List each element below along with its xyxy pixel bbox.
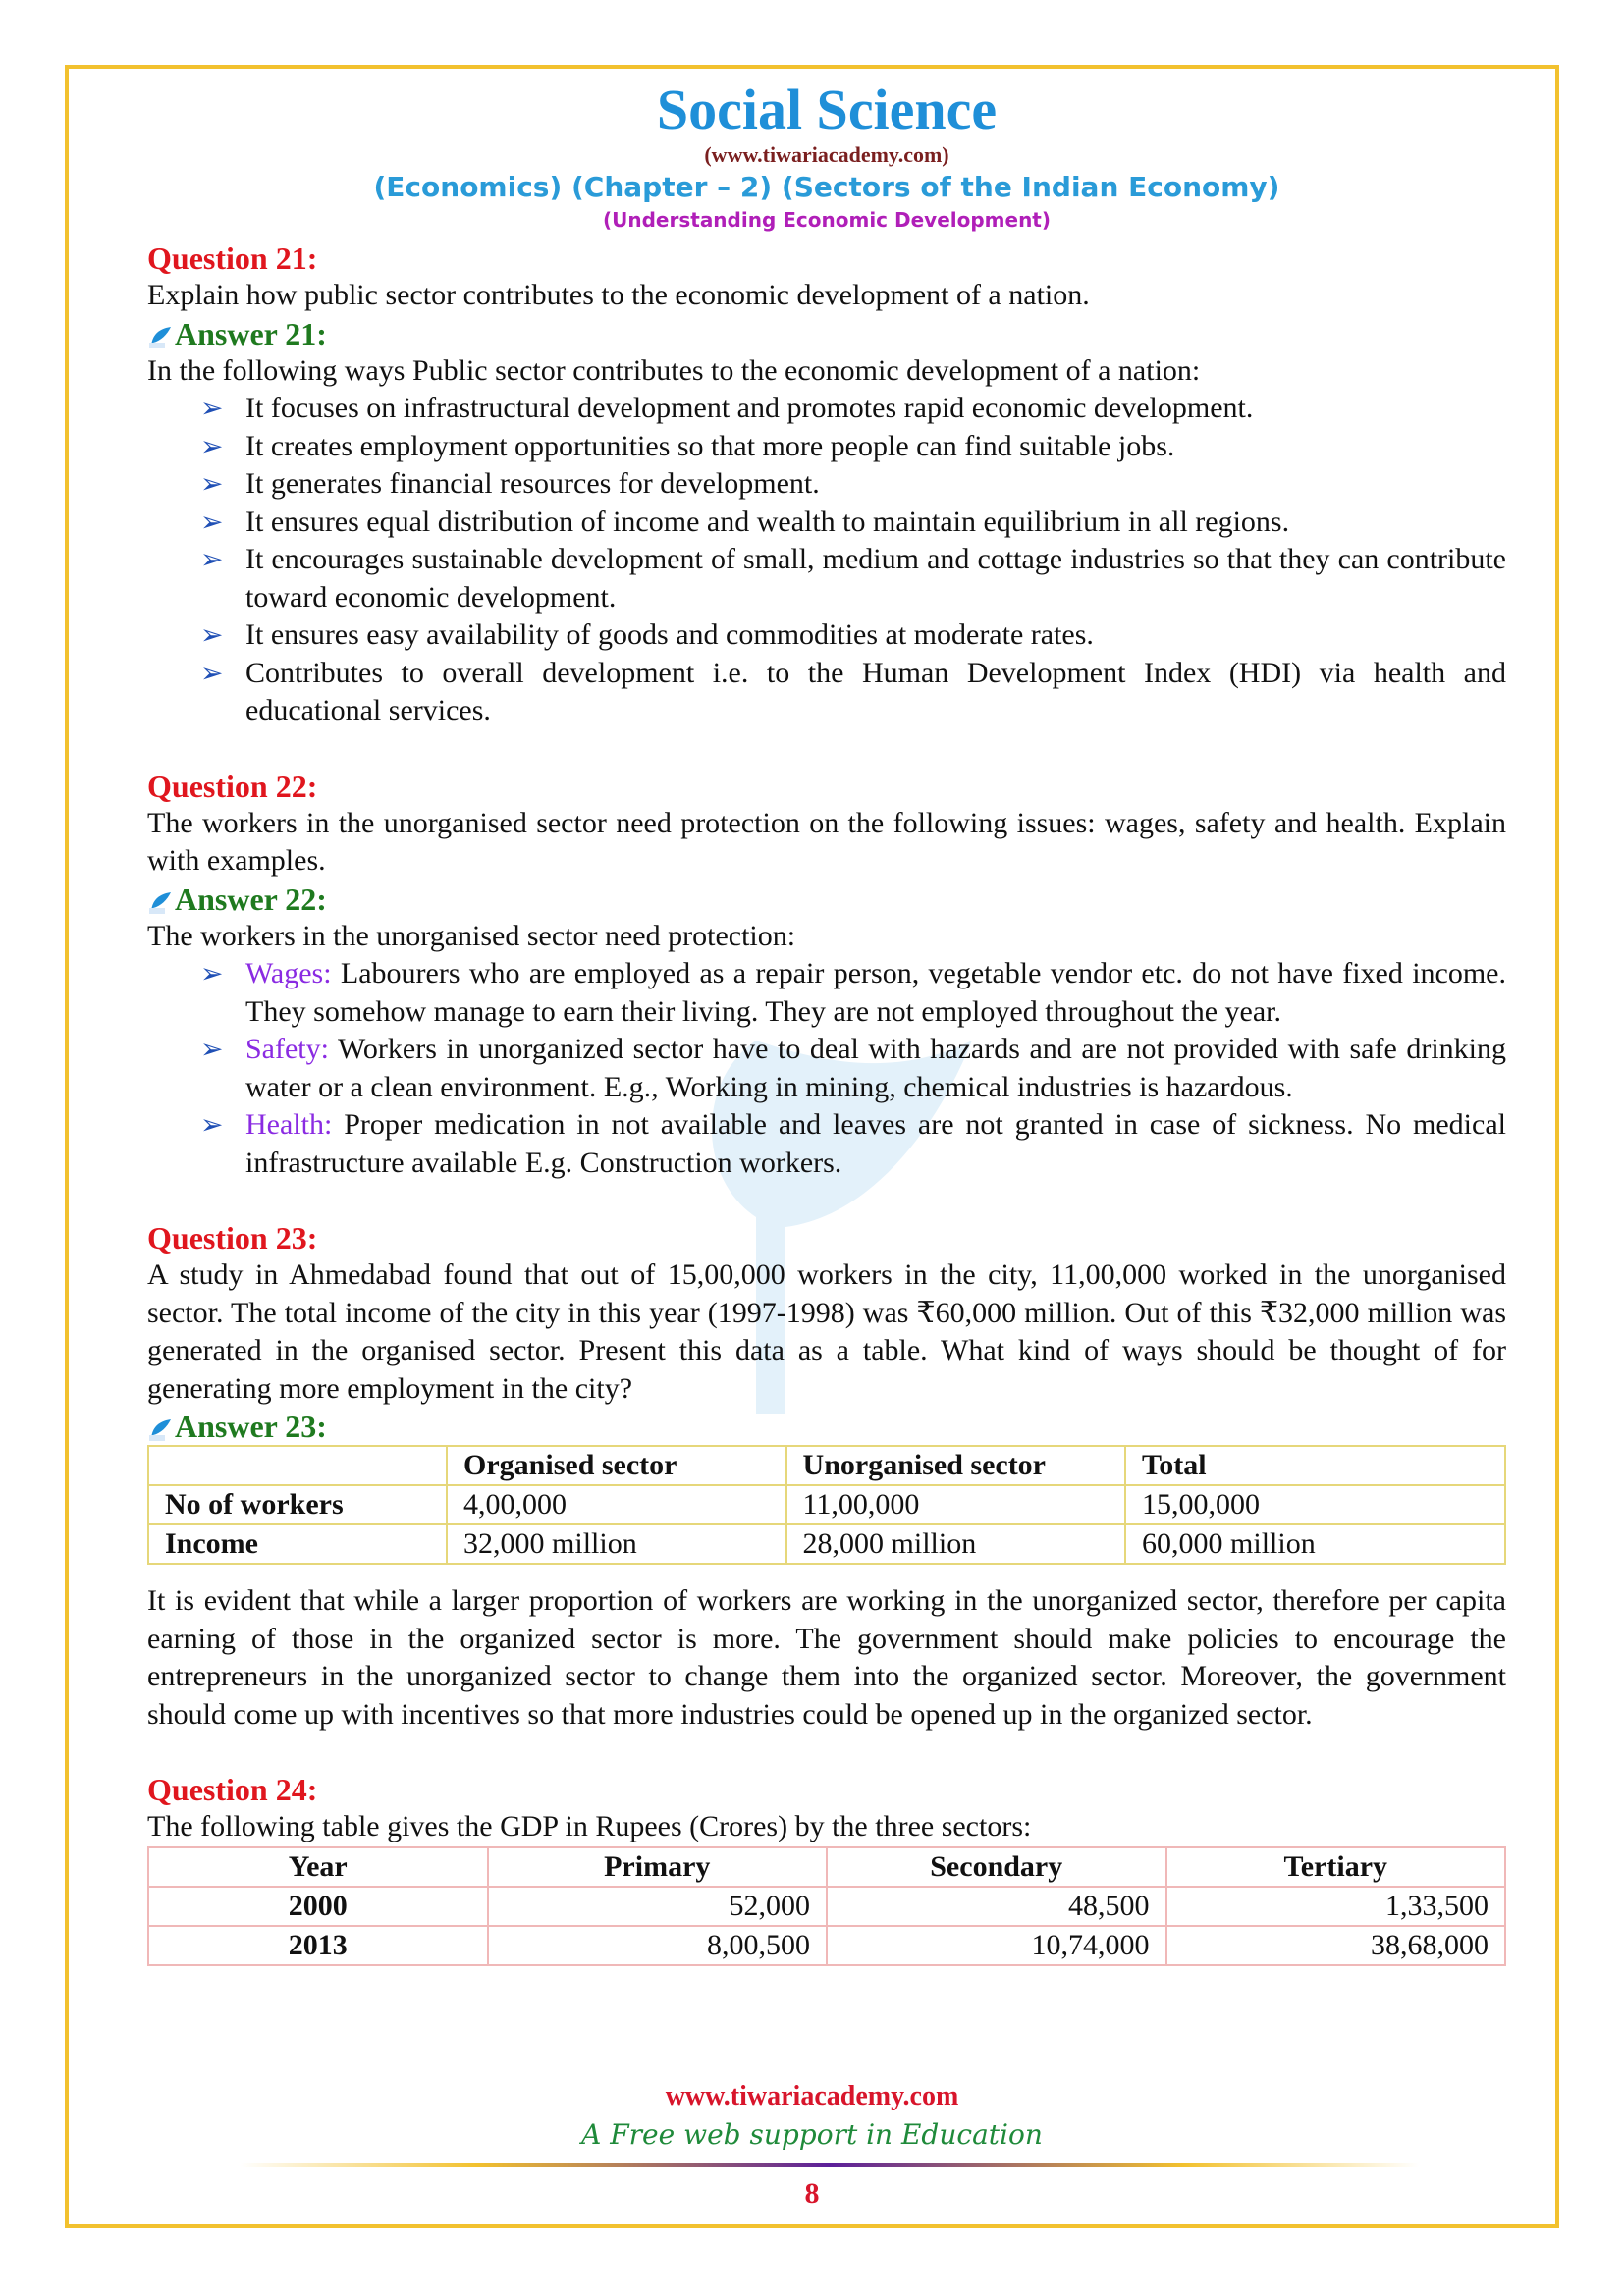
list-item: ➢ It ensures equal distribution of income and wealth to maintain equilibrium in all regions.	[245, 504, 1506, 542]
answer-explanation: It is evident that while a larger proportion of workers are working in the unorganized sector, therefore per capita earning of those in the organized sector is more. The government should make policies to encourage the entrepreneurs in the unorganized sector to change them into the organized sector. Moreover, the government should come up with incentives so that more industries could be opened up in the organized sector.	[147, 1584, 1506, 1731]
answer-intro: The workers in the unorganised sector need protection:	[147, 919, 796, 952]
answer-heading: Answer 23:	[147, 1408, 1506, 1445]
question-text: The workers in the unorganised sector need protection on the following issues: wages, safety and health. Explain with examples.	[147, 806, 1506, 877]
list-item: ➢ It encourages sustainable development of small, medium and cottage industries so that they can contribute toward economic development.	[200, 543, 1506, 614]
book-title: (Understanding Economic Development)	[602, 208, 1052, 232]
page-header	[147, 79, 1506, 234]
arrow-bullet-icon: ➢	[200, 1108, 224, 1141]
list-item: ➢ Safety: Workers in unorganized sector have to deal with hazards and are not provided with safe drinking water or a clean environment. E.g., Working in mining, chemical industries is hazardous.	[200, 1033, 1506, 1103]
list-item: ➢ It generates financial resources for development.	[245, 465, 1506, 504]
table-row: Income 32,000 million 28,000 million 60,000 million	[148, 1524, 1505, 1564]
question-block-24	[147, 1771, 1506, 1966]
footer-tagline: A Free web support in Education	[581, 2118, 1043, 2151]
list-item: ➢ Health: Proper medication in not available and leaves are not granted in case of sickness. No medical infrastructure available E.g. Construction workers.	[200, 1108, 1506, 1179]
answer-intro: In the following ways Public sector contributes to the economic development of a nation:	[147, 353, 1201, 387]
table-header-row: Organised sector Unorganised sector Total	[148, 1446, 1505, 1485]
arrow-bullet-icon: ➢	[200, 429, 224, 462]
page-title: Social Science	[656, 78, 998, 141]
question-heading: Question 23:	[147, 1220, 318, 1255]
question-heading: Question 22:	[147, 768, 318, 804]
footer-divider	[241, 2163, 1419, 2167]
sector-data-table	[147, 1445, 1506, 1565]
question-heading: Question 21:	[147, 240, 318, 276]
arrow-bullet-icon: ➢	[200, 505, 224, 538]
answer-heading: Answer 22:	[147, 881, 1506, 918]
table-row: No of workers 4,00,000 11,00,000 15,00,000	[148, 1485, 1505, 1524]
page-number: 8	[804, 2177, 820, 2210]
question-text: The following table gives the GDP in Rupees (Crores) by the three sectors:	[147, 1810, 1032, 1842]
answer-list	[147, 390, 1506, 730]
gdp-table	[147, 1846, 1506, 1966]
footer-url[interactable]: www.tiwariacademy.com	[665, 2081, 959, 2111]
question-heading: Question 24:	[147, 1772, 318, 1807]
list-item: ➢ It creates employment opportunities so that more people can find suitable jobs.	[245, 428, 1506, 466]
list-item: ➢ It focuses on infrastructural development and promotes rapid economic development.	[245, 390, 1506, 428]
list-item: ➢ It ensures easy availability of goods and commodities at moderate rates.	[245, 616, 1506, 655]
list-item: ➢ Wages: Labourers who are employed as a repair person, vegetable vendor etc. do not have fixed income. They somehow manage to earn their living. They are not employed throughout the year.	[200, 957, 1506, 1028]
arrow-bullet-icon: ➢	[200, 467, 224, 500]
chapter-title: (Economics) (Chapter – 2) (Sectors of the Indian Economy)	[373, 171, 1280, 203]
arrow-bullet-icon: ➢	[200, 957, 224, 989]
question-text: A study in Ahmedabad found that out of 15,00,000 workers in the city, 11,00,000 worked in the unorganised sector. The total income of the city in this year (1997-1998) was ₹60,000 million. Out of this ₹32,000 million was generated in the organised sector. Present this data as a table. What kind of ways should be thought of for generating more employment in the city?	[147, 1258, 1506, 1405]
question-block-23	[147, 1219, 1506, 1734]
header-url[interactable]: (www.tiwariacademy.com)	[704, 142, 949, 167]
question-block-22	[147, 768, 1506, 1183]
question-text: Explain how public sector contributes to the economic development of a nation.	[147, 279, 1090, 311]
table-header-row: Year Primary Secondary Tertiary	[148, 1847, 1505, 1887]
list-item: ➢ Contributes to overall development i.e. to the Human Development Index (HDI) via health and educational services.	[200, 656, 1506, 726]
table-row: 2013 8,00,500 10,74,000 38,68,000	[148, 1926, 1505, 1965]
arrow-bullet-icon: ➢	[200, 543, 224, 575]
answer-heading: Answer 21:	[147, 315, 1506, 352]
leaf-logo-icon	[147, 1414, 173, 1439]
question-block-21	[147, 240, 1506, 730]
leaf-logo-icon	[147, 321, 173, 347]
arrow-bullet-icon: ➢	[200, 618, 224, 651]
arrow-bullet-icon: ➢	[200, 392, 224, 424]
leaf-logo-icon	[147, 886, 173, 912]
arrow-bullet-icon: ➢	[200, 656, 224, 689]
table-row: 2000 52,000 48,500 1,33,500	[148, 1887, 1505, 1926]
answer-list	[147, 955, 1506, 1182]
arrow-bullet-icon: ➢	[200, 1033, 224, 1065]
